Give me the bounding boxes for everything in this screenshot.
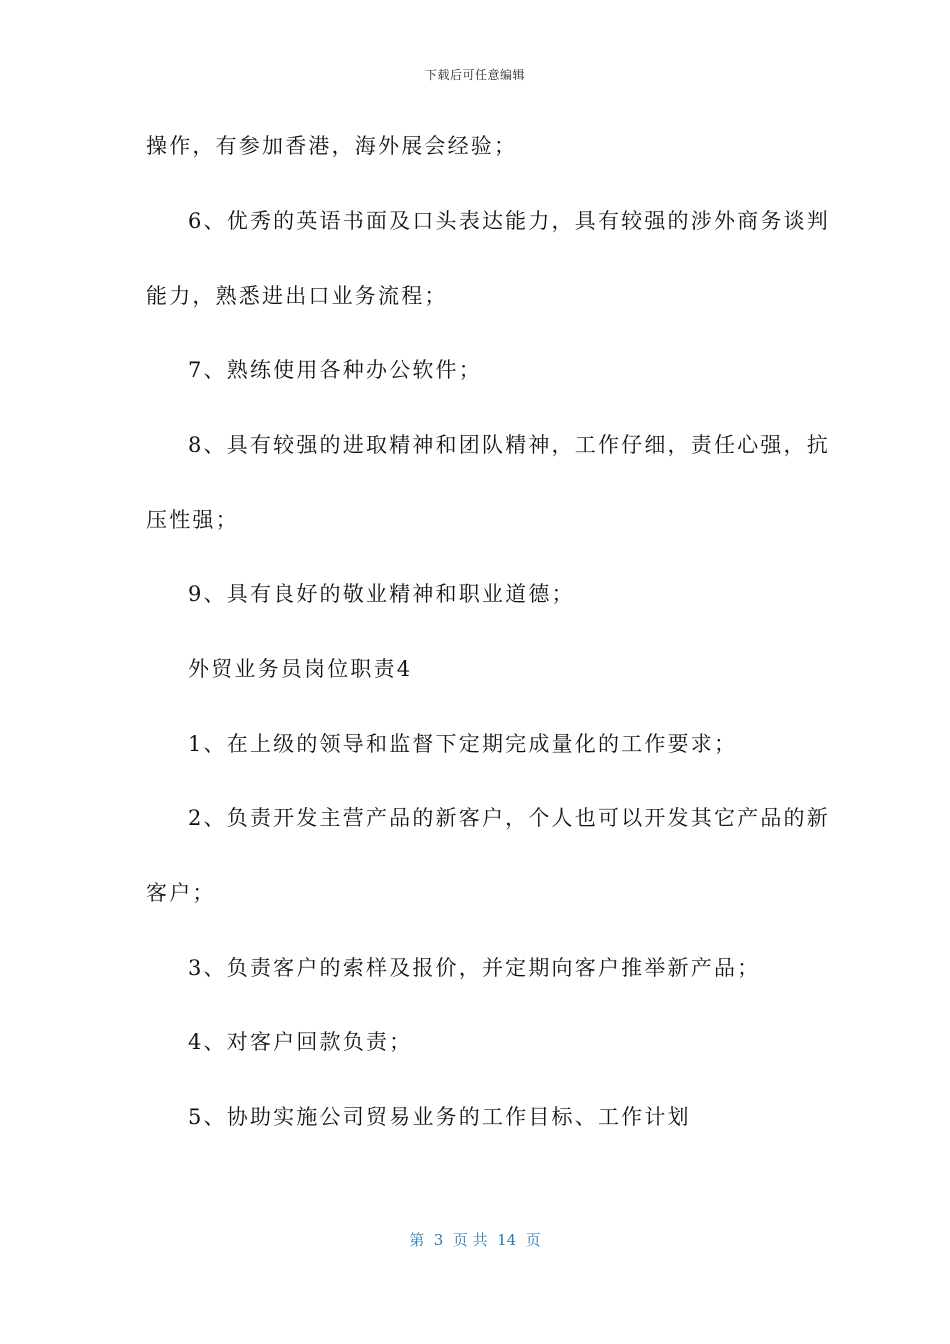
list-item-1: 1、在上级的领导和监督下定期完成量化的工作要求；: [188, 732, 738, 756]
list-item-5: 5、协助实施公司贸易业务的工作目标、工作计划: [188, 1105, 691, 1129]
body-line: 操作，有参加香港，海外展会经验；: [146, 134, 518, 158]
list-item-6: 6、优秀的英语书面及口头表达能力，具有较强的涉外商务谈判: [188, 209, 830, 233]
list-item-2: 2、负责开发主营产品的新客户，个人也可以开发其它产品的新: [188, 806, 830, 830]
page-header-note: 下载后可任意编辑: [424, 68, 525, 82]
section-heading: 外贸业务员岗位职责4: [188, 657, 413, 681]
page-number-footer: 第 3 页 共 14 页: [409, 1231, 541, 1249]
body-line: 压性强；: [146, 508, 239, 532]
list-item-4: 4、对客户回款负责；: [188, 1030, 413, 1054]
body-line: 能力，熟悉进出口业务流程；: [146, 284, 448, 308]
list-item-8: 8、具有较强的进取精神和团队精神，工作仔细，责任心强，抗: [188, 433, 830, 457]
list-item-7: 7、熟练使用各种办公软件；: [188, 358, 482, 382]
list-item-9: 9、具有良好的敬业精神和职业道德；: [188, 582, 575, 606]
list-item-3: 3、负责客户的索样及报价，并定期向客户推举新产品；: [188, 956, 761, 980]
body-line: 客户；: [146, 881, 216, 905]
